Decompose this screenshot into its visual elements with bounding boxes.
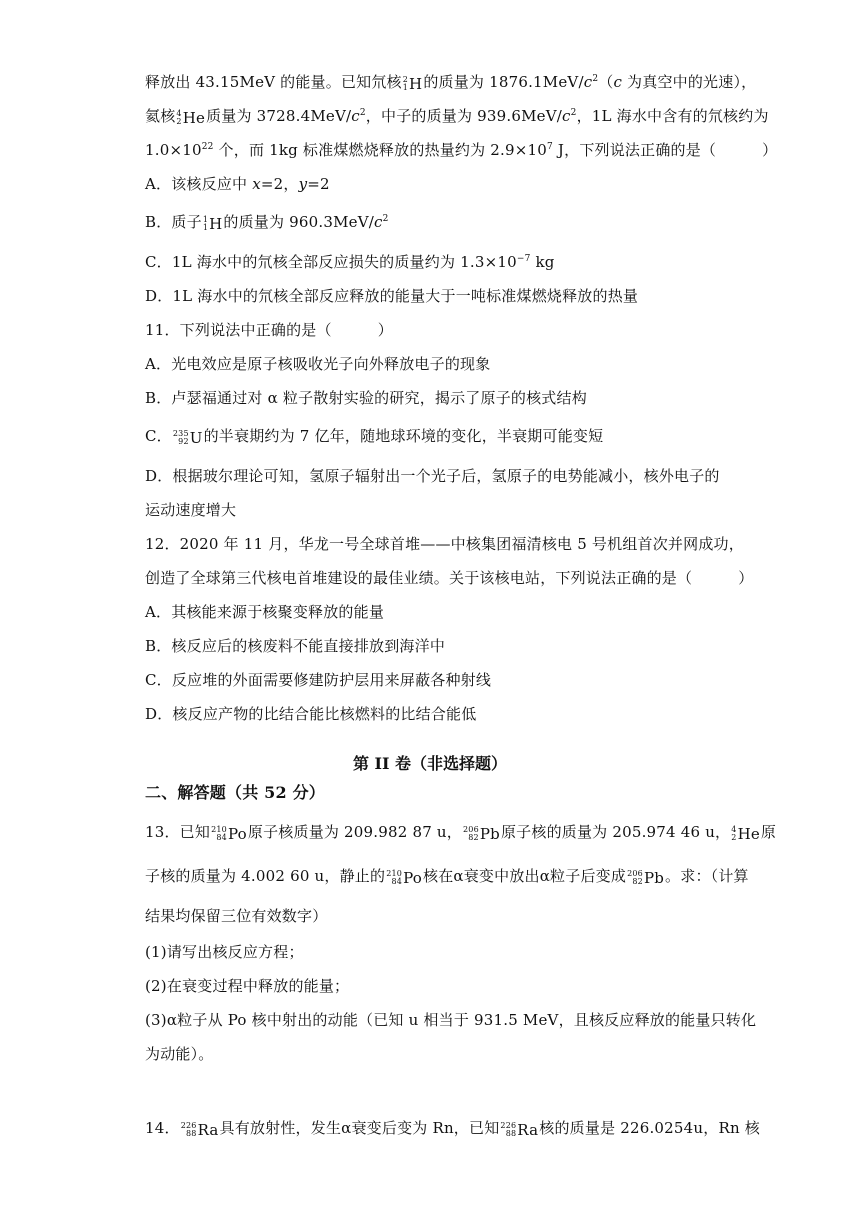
nuclide-proton: 1 1 H bbox=[202, 214, 223, 233]
q11-option-c: C． 235 92 U的半衰期约为 7 亿年，随地球环境的变化，半衰期可能变短 bbox=[145, 427, 604, 447]
q10-line-2: 氦核 4 2 He质量为 $3728.4MeV/c^2$，中子的质量为 $939.6MeV/c^2$，1L 海水中含有的氘核约为 bbox=[145, 107, 769, 127]
q11-option-d-line-2: 运动速度增大 bbox=[145, 501, 237, 519]
q13-part-3-line-1: (3)α粒子从 Po 核中射出的动能（已知 u 相当于 931.5 MeV，且核反应释放的能量只转化 bbox=[145, 1011, 757, 1029]
q13-part-3-line-2: 为动能）。 bbox=[145, 1045, 214, 1063]
nuclide-helium-alpha: 4 2 He bbox=[731, 824, 760, 843]
q12-option-c: C．反应堆的外面需要修建防护层用来屏蔽各种射线 bbox=[145, 671, 492, 689]
q13-line-2: 子核的质量为 4.002 60 u，静止的 210 84 Po核在α衰变中放出α粒子后变成 206 82 Pb。求：（计算 bbox=[145, 867, 749, 887]
q13-part-1: (1)请写出核反应方程； bbox=[145, 943, 304, 961]
q10-option-c: C．1L 海水中的氘核全部反应损失的质量约为 $1.3\times 10^{-7}$ kg bbox=[145, 253, 555, 271]
q12-stem-line-2: 创造了全球第三代核电首堆建设的最佳业绩。关于该核电站，下列说法正确的是（ ） bbox=[145, 569, 754, 587]
q13-line-3: 结果均保留三位有效数字） bbox=[145, 907, 328, 925]
nuclide-polonium-2: 210 84 Po bbox=[386, 868, 422, 887]
q10-line-1: 释放出 43.15MeV 的能量。已知氘核 2 1 H的质量为 $1876.1MeV/c^2(c$ 为真空中的光速）， bbox=[145, 73, 757, 93]
q13-part-2: (2)在衰变过程中释放的能量； bbox=[145, 977, 350, 995]
nuclide-radium-2: 226 88 Ra bbox=[500, 1120, 539, 1139]
nuclide-radium: 226 88 Ra bbox=[180, 1120, 219, 1139]
nuclide-deuterium: 2 1 H bbox=[402, 74, 423, 93]
q14-line-1: 14． 226 88 Ra具有放射性，发生α衰变后变为 Rn，已知 226 88 Ra核的质量是 226.0254u，Rn 核 bbox=[145, 1119, 760, 1139]
q10-line-3: $1.0\times 10^{22}$ 个，而 1kg 标准煤燃烧释放的热量约为 $2.9\times 10^7$ J，下列说法正确的是（ ） bbox=[145, 141, 778, 159]
nuclide-uranium: 235 92 U bbox=[172, 428, 203, 447]
q10-option-b: B．质子 1 1 H的质量为 $960.3MeV/c^2$ bbox=[145, 213, 389, 233]
q13-line-1: 13．已知 210 84 Po原子核质量为 209.982 87 u， 206 82 Pb原子核的质量为 205.974 46 u， 4 2 He原 bbox=[145, 823, 777, 843]
q11-option-a: A．光电效应是原子核吸收光子向外释放电子的现象 bbox=[145, 355, 491, 373]
q10-option-d: D．1L 海水中的氘核全部反应释放的能量大于一吨标准煤燃烧释放的热量 bbox=[145, 287, 639, 305]
q12-option-a: A．其核能来源于核聚变释放的能量 bbox=[145, 603, 385, 621]
nuclide-polonium: 210 84 Po bbox=[211, 824, 247, 843]
q11-stem: 11．下列说法中正确的是（ ） bbox=[145, 321, 393, 339]
nuclide-helium: 4 2 He bbox=[176, 108, 206, 127]
q11-option-b: B．卢瑟福通过对 α 粒子散射实验的研究，揭示了原子的核式结构 bbox=[145, 389, 587, 407]
q12-option-b: B．核反应后的核废料不能直接排放到海洋中 bbox=[145, 637, 446, 655]
nuclide-lead: 206 82 Pb bbox=[462, 824, 500, 843]
nuclide-lead-2: 206 82 Pb bbox=[627, 868, 665, 887]
q11-option-d-line-1: D．根据玻尔理论可知，氢原子辐射出一个光子后，氢原子的电势能减小，核外电子的 bbox=[145, 467, 720, 485]
q12-option-d: D．核反应产物的比结合能比核燃料的比结合能低 bbox=[145, 705, 477, 723]
part-title: 二、解答题（共 52 分） bbox=[145, 783, 326, 802]
q12-stem-line-1: 12．2020 年 11 月，华龙一号全球首堆——中核集团福清核电 5 号机组首次并网成功， bbox=[145, 535, 744, 553]
q10-option-a: A．该核反应中 x=2，y=2 bbox=[145, 175, 330, 193]
volume-title: 第 II 卷（非选择题） bbox=[352, 754, 508, 773]
